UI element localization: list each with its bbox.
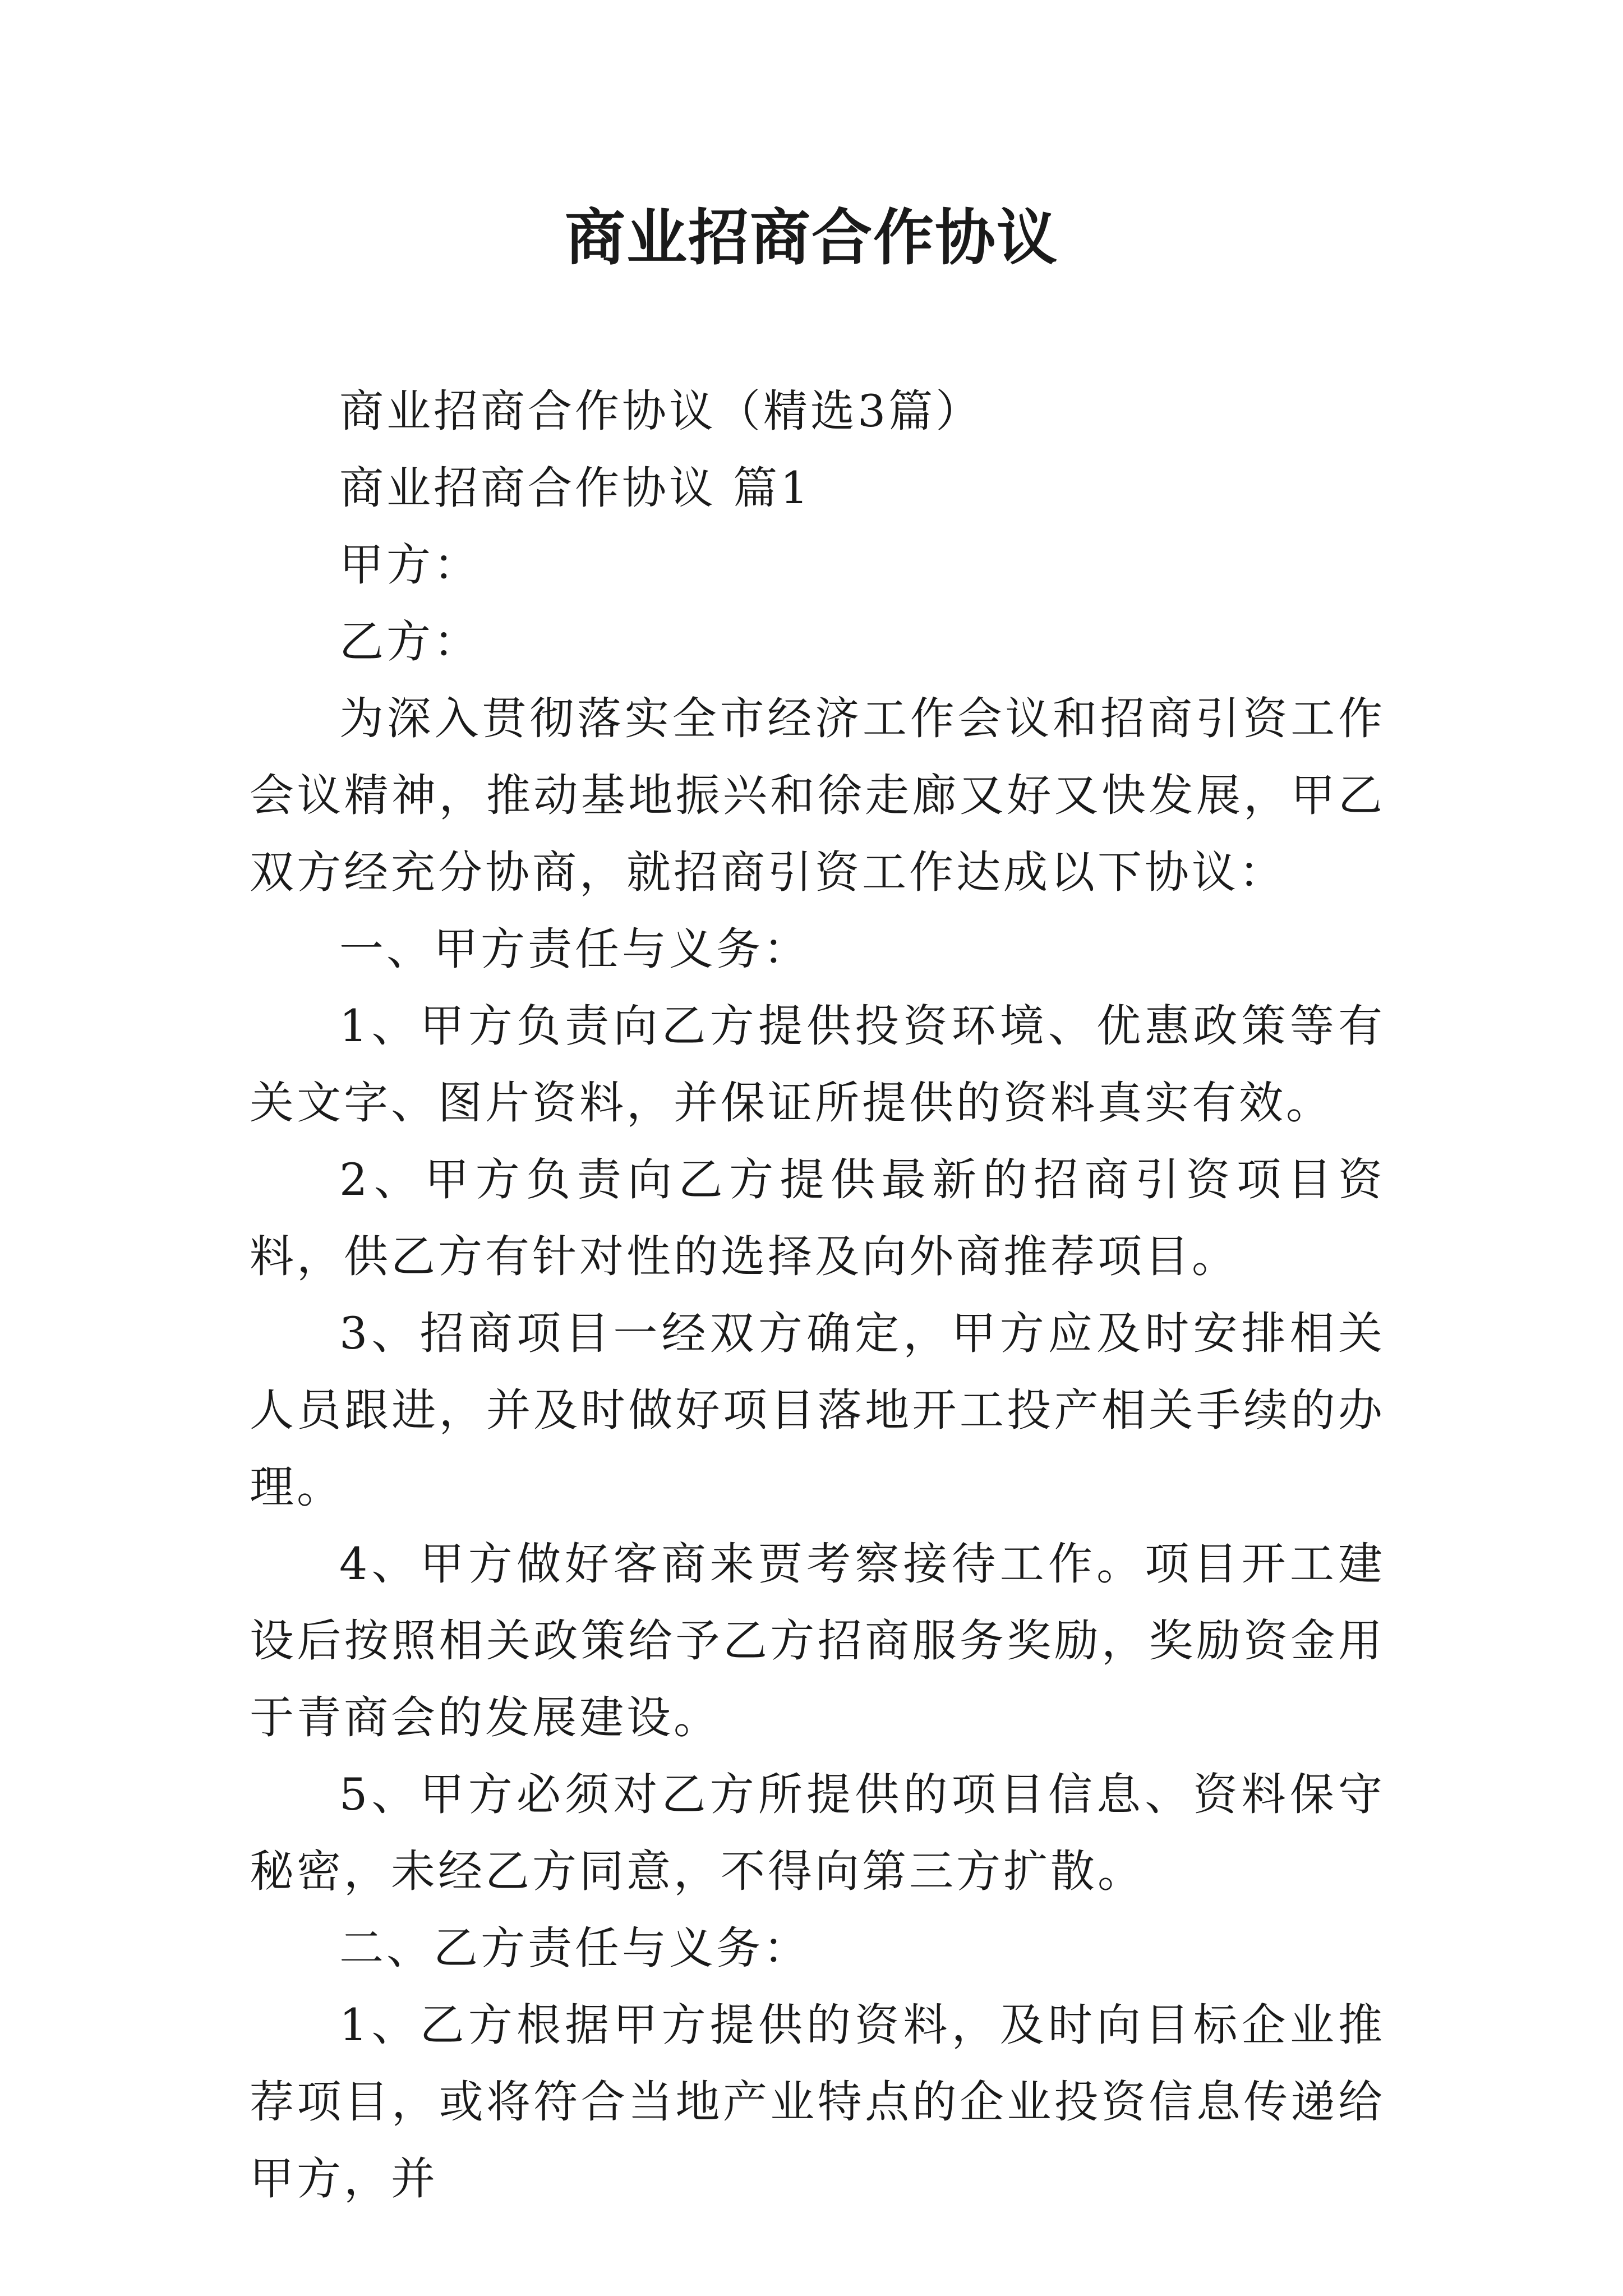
party-a-duty-2: 2、甲方负责向乙方提供最新的招商引资项目资料，供乙方有针对性的选择及向外商推荐项目。: [250, 1154, 1385, 1282]
document-body: [250, 373, 1385, 2217]
party-a-duty-5: 5、甲方必须对乙方所提供的项目信息、资料保守秘密，未经乙方同意，不得向第三方扩散。: [250, 1769, 1385, 1897]
party-b-duties-heading: 二、乙方责任与义务：: [339, 1922, 810, 1974]
party-a-duties-heading: 一、甲方责任与义务：: [339, 923, 810, 975]
party-a-label: 甲方：: [339, 539, 481, 591]
party-b-label: 乙方：: [339, 616, 481, 668]
section-heading-part1: 商业招商合作协议 篇1: [339, 462, 811, 514]
preamble-paragraph: 为深入贯彻落实全市经济工作会议和招商引资工作会议精神，推动基地振兴和徐走廊又好又快发展，甲乙双方经充分协商，就招商引资工作达成以下协议：: [250, 693, 1385, 898]
party-a-duty-4: 4、甲方做好客商来贾考察接待工作。项目开工建设后按照相关政策给予乙方招商服务奖励，奖励资金用于青商会的发展建设。: [250, 1538, 1385, 1743]
party-b-duty-1: 1、乙方根据甲方提供的资料，及时向目标企业推荐项目，或将符合当地产业特点的企业投资信息传递给甲方，并: [250, 1999, 1385, 2205]
subtitle-line: 商业招商合作协议（精选3篇）: [339, 385, 983, 437]
document-title: 商业招商合作协议: [564, 203, 1058, 273]
party-a-duty-1: 1、甲方负责向乙方提供投资环境、优惠政策等有关文字、图片资料，并保证所提供的资料真实有效。: [250, 1000, 1385, 1129]
party-a-duty-3: 3、招商项目一经双方确定，甲方应及时安排相关人员跟进，并及时做好项目落地开工投产相关手续的办理。: [250, 1308, 1385, 1513]
